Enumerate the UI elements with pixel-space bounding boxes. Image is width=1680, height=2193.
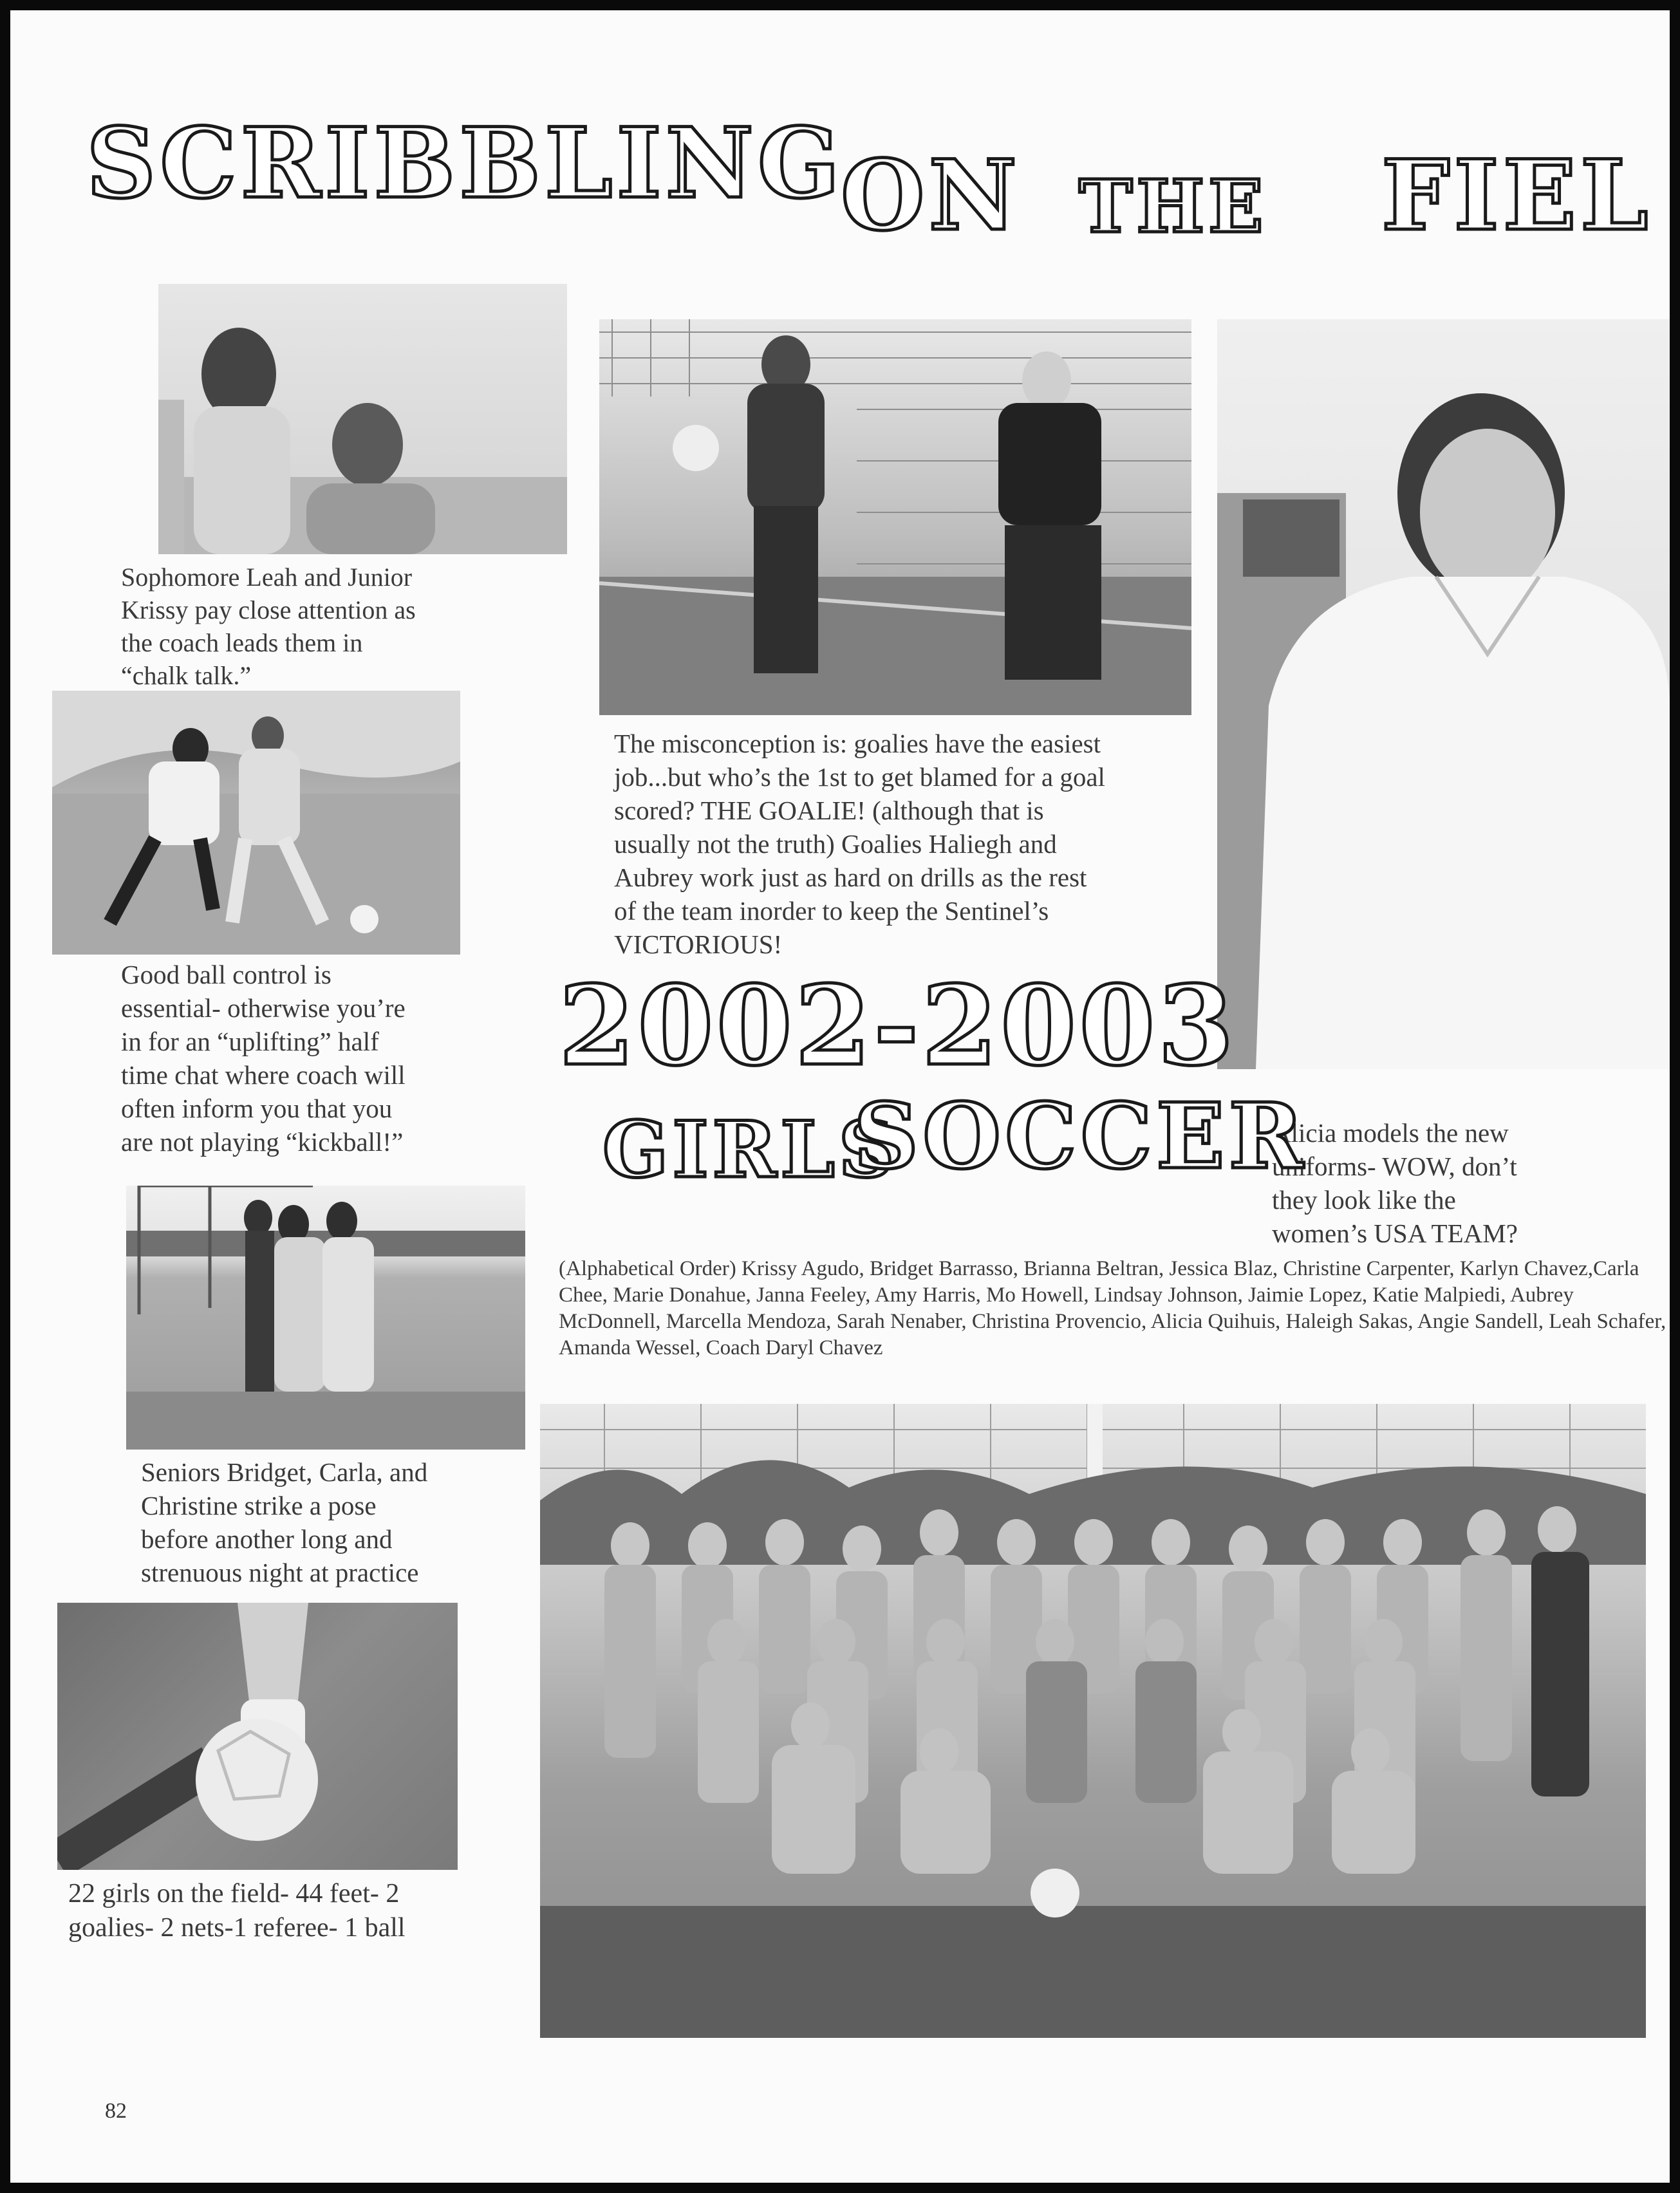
photo-alicia xyxy=(1217,319,1670,1069)
caption-alicia: Alicia models the new uniforms- WOW, don’t they look like the women’s USA TEAM? xyxy=(1272,1118,1518,1248)
caption-ball-control: Good ball control is essential- otherwise you’re in for an “uplifting” half time chat where coach will often inform you that you are not playing “kickball!” xyxy=(121,960,406,1157)
photo-chalk-talk xyxy=(158,284,567,554)
photo-ball-control xyxy=(52,691,460,955)
soccer-heading: SOCCER xyxy=(854,1084,1307,1190)
caption-goalies: The misconception is: goalies have the easiest job...but who’s the 1st to get blamed for a goal scored? THE GOALIE! (although that is usually not the truth) Goalies Haliegh and Aubrey work just as hard on drills as the rest of the team inorder to keep the Sentinel’s VICTORIOUS! xyxy=(614,729,1105,959)
page-number: 82 xyxy=(105,2099,127,2123)
page-title-word-3: THE xyxy=(1079,165,1267,249)
caption-seniors: Seniors Bridget, Carla, and Christine strike a pose before another long and strenuous night at practice xyxy=(141,1457,428,1587)
caption-field: 22 girls on the field- 44 feet- 2 goalies- 2 nets-1 referee- 1 ball xyxy=(68,1879,406,1943)
caption-chalk-talk: Sophomore Leah and Junior Krissy pay close attention as the coach leads them in “chalk talk.” xyxy=(121,563,416,690)
page-title-word-4: FIEL xyxy=(1381,139,1652,252)
girls-heading: GIRLS xyxy=(602,1105,899,1195)
photo-goalies xyxy=(599,319,1191,715)
page-title-word-1: SCRIBBLING xyxy=(86,107,844,220)
photo-seniors xyxy=(126,1186,525,1450)
season-heading: 2002-2003 xyxy=(559,962,1237,1090)
page-title-word-2: ON xyxy=(841,139,1021,252)
photo-team xyxy=(540,1404,1646,2038)
photo-ball-closeup xyxy=(57,1603,458,1870)
yearbook-page xyxy=(10,10,1670,2183)
team-roster: (Alphabetical Order) Krissy Agudo, Bridget Barrasso, Brianna Beltran, Jessica Blaz, Christine Carpenter, Karlyn Chavez,Carla Chee, Marie Donahue, Janna Feeley, Amy Harris, Mo Howell, Lindsay Johnson, Jaimie Lopez, Katie Malpiedi, Aubrey McDonnell, Marcella Mendoza, Sarah Nenaber, Christina Provencio, Alicia Quihuis, Haleigh Sakas, Angie Sandell, Leah Schafer, Amanda Wessel, Coach Daryl Chavez xyxy=(559,1257,1666,1359)
